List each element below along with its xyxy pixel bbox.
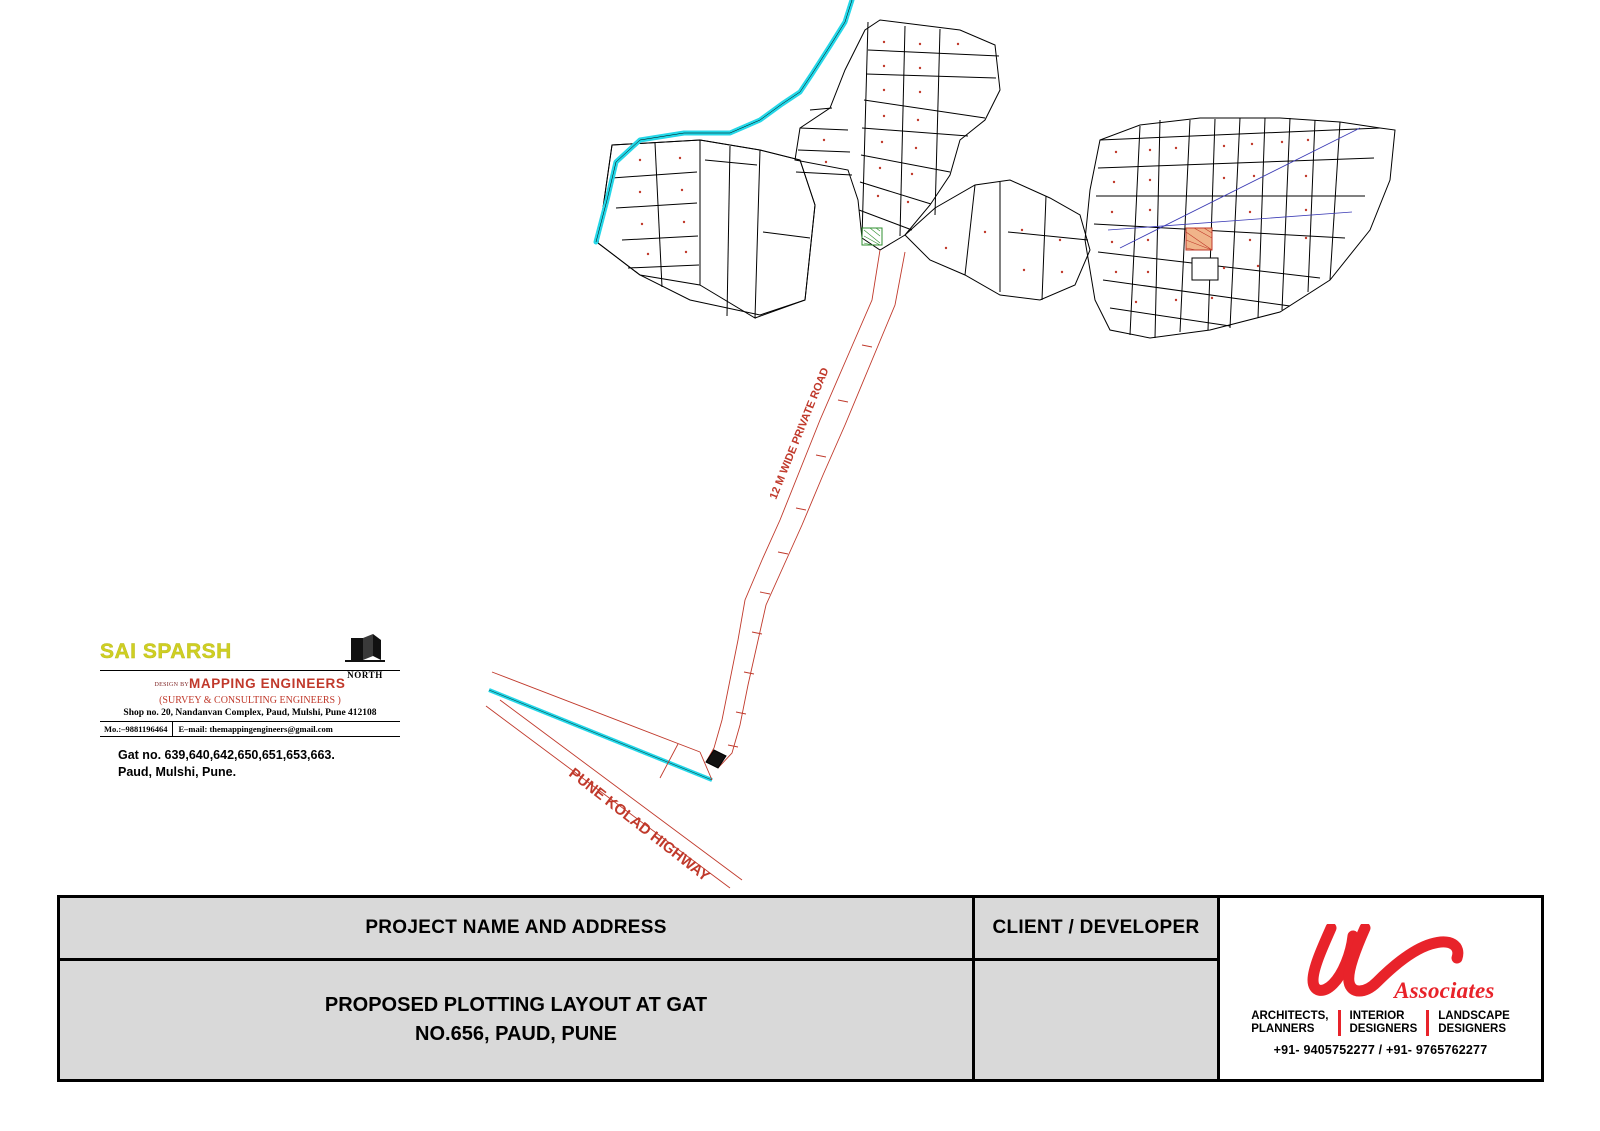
client-header: CLIENT / DEVELOPER [975,898,1217,961]
north-indicator [330,634,400,680]
project-value-line-2: NO.656, PAUD, PUNE [415,1023,617,1045]
private-road-label: 12 M WIDE PRIVATE ROAD [767,366,832,502]
title-block-client-column [975,898,1220,1079]
firm-contact-row [100,721,400,737]
discipline-architects-planners [1242,1010,1337,1036]
discipline-line-1: LANDSCAPE [1438,1009,1510,1022]
discipline-line-2: PLANNERS [1251,1023,1315,1035]
legend-block [100,640,400,781]
client-value [975,961,1217,1079]
logo-wordmark: Associates [1394,977,1495,1003]
gat-note-line-1: Gat no. 639,640,642,650,651,653,663. [118,748,335,762]
project-value-line-1: PROPOSED PLOTTING LAYOUT AT GAT [324,994,708,1016]
ll-associates-logo [1261,924,1501,1002]
firm-subtitle: (SURVEY & CONSULTING ENGINEERS ) [159,695,341,706]
discipline-interior-designers [1338,1010,1427,1036]
title-block-logo-column [1220,898,1541,1079]
highway-label: PUNE KOLAD HIGHWAY [565,764,713,886]
title-block-project-column [60,898,975,1079]
gat-number-note [100,747,400,781]
firm-design-prefix: DESIGN BY [154,682,190,688]
firm-address: Shop no. 20, Nandanvan Complex, Paud, Mulshi, Pune 412108 [123,708,377,718]
discipline-line-1: ARCHITECTS, [1251,1009,1329,1022]
firm-name: MAPPING ENGINEERS [189,676,346,691]
project-header: PROJECT NAME AND ADDRESS [60,898,972,961]
logo-disciplines [1242,1010,1519,1036]
discipline-landscape-designers [1426,1010,1519,1036]
gat-note-line-2: Paud, Mulshi, Pune. [118,764,237,779]
title-block [57,895,1544,1082]
project-value [60,961,972,1079]
discipline-line-2: DESIGNERS [1349,1023,1418,1035]
logo-phone-numbers: +91- 9405752277 / +91- 9765762277 [1273,1043,1488,1058]
plot-linework [486,0,1395,888]
discipline-line-1: INTERIOR [1349,1009,1405,1022]
firm-email: E–mail: themappingengineers@gmail.com [178,724,333,734]
north-label: NORTH [347,670,383,680]
firm-mobile: Mo.:–9881196464 [100,722,173,736]
north-arrow-icon [337,634,393,664]
discipline-line-2: DESIGNERS [1438,1023,1506,1035]
project-brand-title: SAI SPARSH [100,640,232,663]
